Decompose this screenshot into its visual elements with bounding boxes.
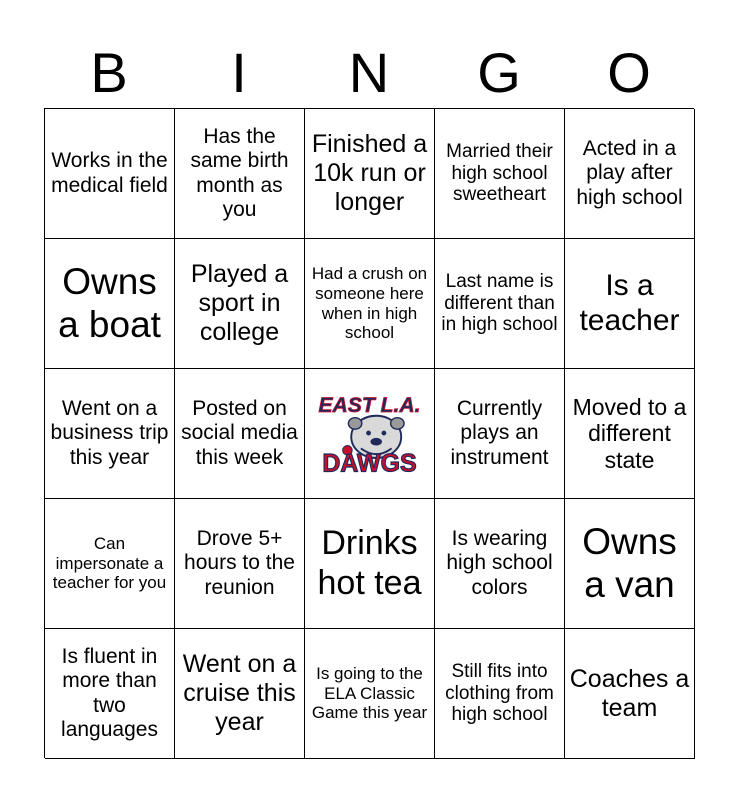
bingo-cell[interactable]: Can impersonate a teacher for you (45, 499, 175, 629)
bingo-header (44, 38, 694, 108)
header-letter-n: N (348, 41, 390, 104)
bingo-cell[interactable]: Went on a cruise this year (175, 629, 305, 759)
bulldog-ear-left (348, 417, 361, 429)
bingo-cell[interactable]: Acted in a play after high school (565, 109, 695, 239)
bingo-cell[interactable]: Coaches a team (565, 629, 695, 759)
header-letter-i: I (231, 41, 247, 104)
bulldog-eye-left (366, 430, 371, 435)
bulldog-nose (370, 437, 382, 445)
bingo-cell[interactable]: Drinks hot tea (305, 499, 435, 629)
bingo-cell[interactable]: Had a crush on someone here when in high school (305, 239, 435, 369)
header-letter-b: B (90, 41, 128, 104)
bingo-cell[interactable]: Owns a boat (45, 239, 175, 369)
logo-line-east-la: EAST L.A. (318, 393, 421, 417)
bingo-grid (44, 108, 694, 758)
bingo-cell[interactable]: Drove 5+ hours to the reunion (175, 499, 305, 629)
bingo-cell[interactable]: Is a teacher (565, 239, 695, 369)
header-letter-o: O (607, 41, 651, 104)
bingo-cell[interactable]: Currently plays an instrument (435, 369, 565, 499)
bingo-cell[interactable]: Is going to the ELA Classic Game this year (305, 629, 435, 759)
bingo-cell[interactable]: Works in the medical field (45, 109, 175, 239)
bingo-cell[interactable]: Married their high school sweetheart (435, 109, 565, 239)
bingo-cell[interactable]: Last name is different than in high school (435, 239, 565, 369)
bingo-cell[interactable]: Still fits into clothing from high school (435, 629, 565, 759)
bingo-cell[interactable]: Is fluent in more than two languages (45, 629, 175, 759)
bingo-cell[interactable]: Finished a 10k run or longer (305, 109, 435, 239)
bingo-cell[interactable]: Moved to a different state (565, 369, 695, 499)
free-space-cell[interactable] (305, 369, 435, 499)
bulldog-ear-right (391, 417, 404, 429)
header-letter-g: G (477, 41, 521, 104)
bingo-cell[interactable]: Is wearing high school colors (435, 499, 565, 629)
logo-line-dawgs: DAWGS (322, 448, 417, 477)
bingo-cell[interactable]: Posted on social media this week (175, 369, 305, 499)
bulldog-eye-right (382, 430, 387, 435)
bingo-cell[interactable]: Has the same birth month as you (175, 109, 305, 239)
bingo-cell[interactable]: Played a sport in college (175, 239, 305, 369)
bingo-cell[interactable]: Owns a van (565, 499, 695, 629)
east-la-dawgs-logo (309, 389, 430, 479)
bingo-cell[interactable]: Went on a business trip this year (45, 369, 175, 499)
